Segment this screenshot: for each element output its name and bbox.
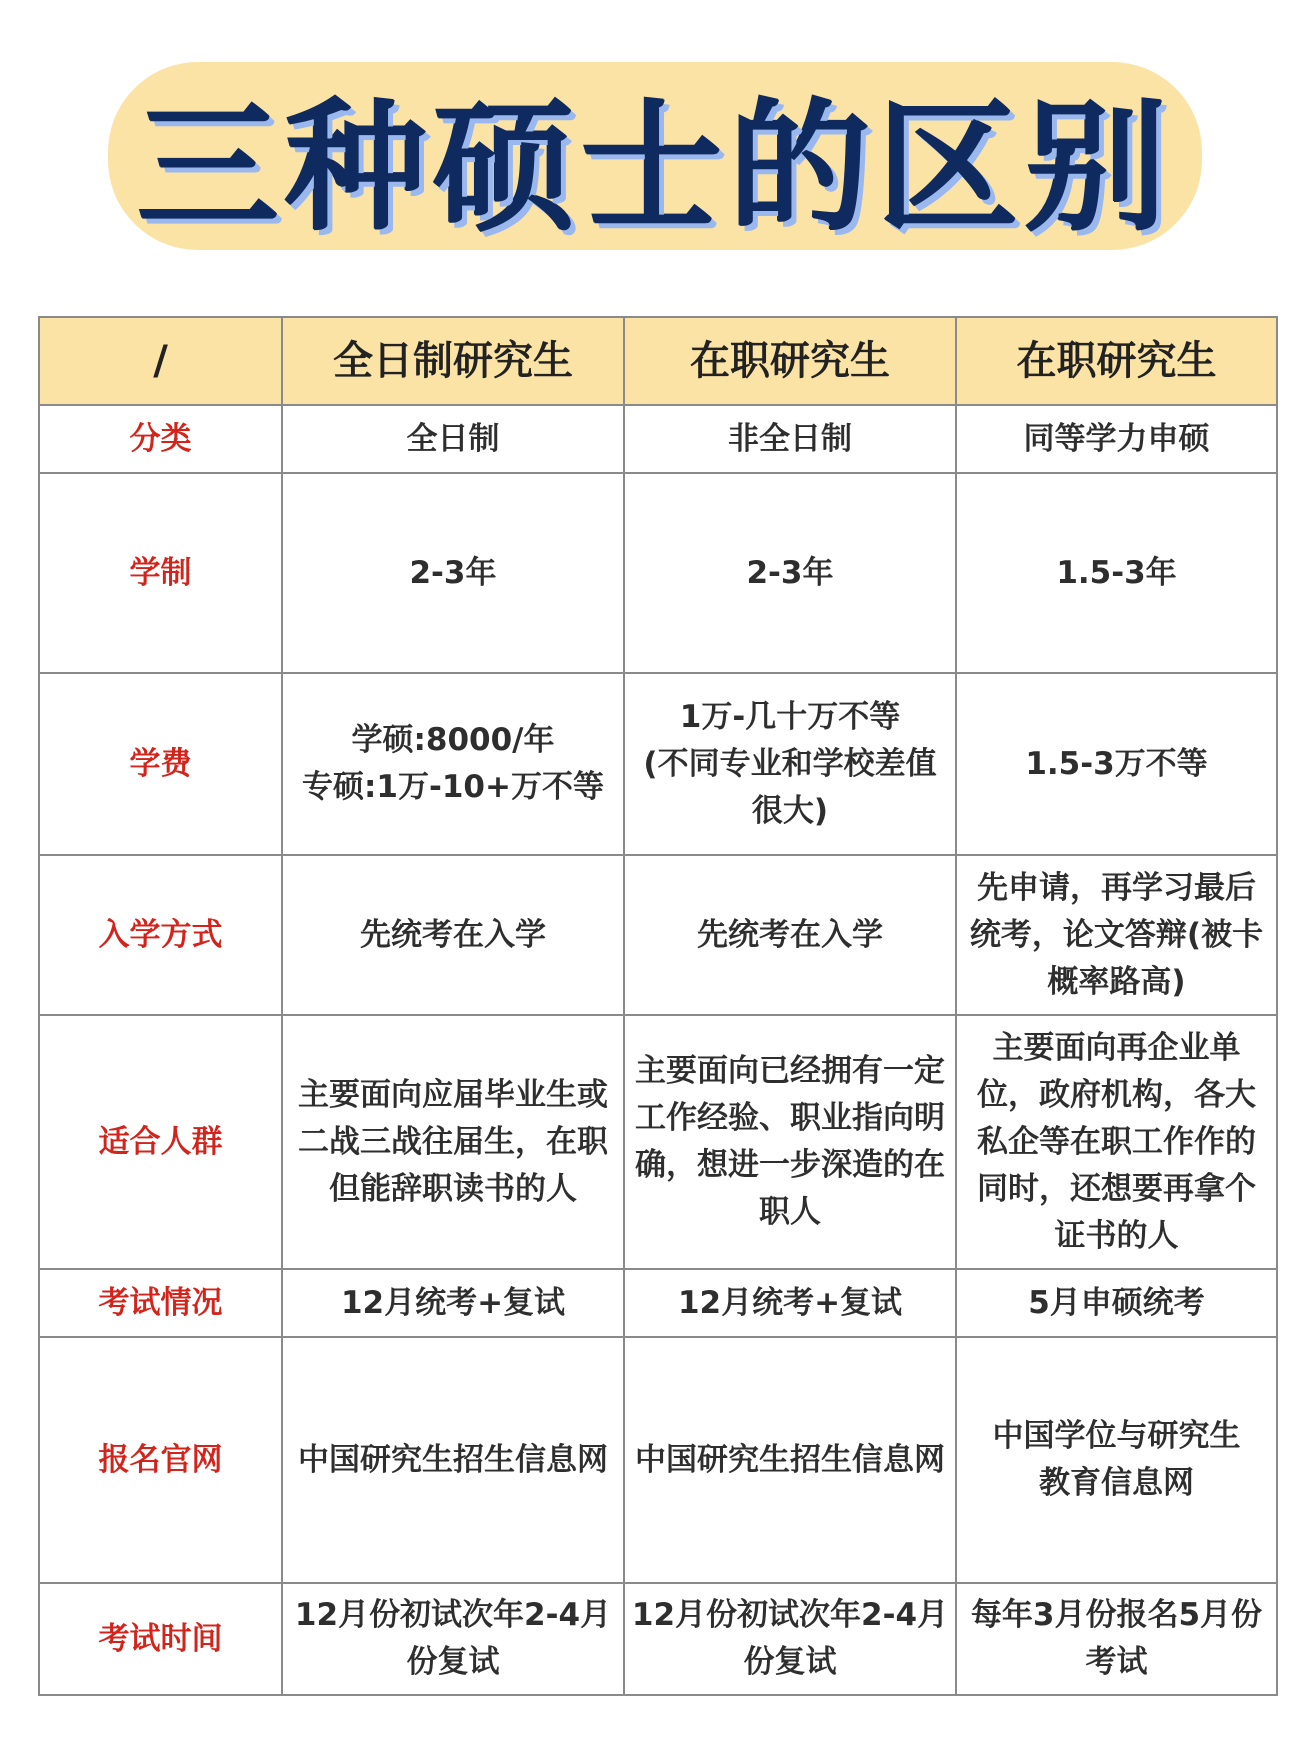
cell-text-line: 同时，还想要再拿个 [977,1170,1256,1207]
row-label: 学制 [39,473,282,673]
cell-text-line: 1.5-3年 [1056,554,1177,591]
cell-text-line: 全日制 [406,420,500,457]
table-row-admission [39,855,1277,1015]
cell-text-line: (不同专业和学校差值 [643,745,937,782]
cell-text-line: 先统考在入学 [360,916,546,953]
table-row-tuition [39,673,1277,855]
cell-text-line: 概率路高) [1047,963,1186,1000]
row-label: 适合人群 [39,1015,282,1269]
table-cell [956,1337,1277,1583]
cell-text-line: 主要面向已经拥有一定 [635,1053,945,1089]
table-cell [624,473,956,673]
cell-text-line: 2-3年 [746,554,834,591]
table-cell [282,1583,624,1695]
table-row-exam-status [39,1269,1277,1337]
table-cell [956,405,1277,473]
cell-text-line: 很大) [751,792,829,829]
table-cell [624,1337,956,1583]
cell-text-line: 统考，论文答辩(被卡 [969,916,1264,953]
table-cell [956,473,1277,673]
table-cell [956,1015,1277,1269]
table-cell [624,855,956,1015]
cell-text-line: 主要面向再企业单 [992,1029,1241,1066]
header-row [39,317,1277,405]
cell-text-line: 中国研究生招生信息网 [298,1441,608,1478]
table-cell [282,855,624,1015]
table-row-duration [39,473,1277,673]
cell-text-line: 12月统考+复试 [340,1284,566,1321]
table-cell [282,405,624,473]
table-cell [282,1337,624,1583]
cell-text-line: 主要面向应届毕业生或 [298,1076,608,1113]
cell-text-line: 12月统考+复试 [677,1284,903,1321]
page-title: 三种硕士的区别 [137,86,1173,251]
cell-text-line: 12月份初试次年2-4月 [294,1597,612,1633]
row-label: 学费 [39,673,282,855]
cell-text-line: 教育信息网 [1039,1465,1194,1501]
cell-text-line: 5月申硕统考 [1028,1284,1205,1321]
cell-text-line: 中国研究生招生信息网 [635,1441,945,1478]
table-cell [282,1015,624,1269]
cell-text-line: 证书的人 [1054,1217,1179,1254]
header-cell-equivalent: 在职研究生 [956,317,1277,405]
table-row-audience [39,1015,1277,1269]
cell-text-line: 但能辞职读书的人 [329,1170,577,1207]
header-cell-parttime: 在职研究生 [624,317,956,405]
table-cell [624,673,956,855]
table-cell [624,1583,956,1695]
cell-text-line: 2-3年 [409,554,497,591]
row-label: 考试时间 [39,1583,282,1695]
cell-text-line: 中国学位与研究生 [992,1418,1241,1454]
cell-text-line: 职人 [759,1194,821,1230]
cell-text-line: 专硕:1万-10+万不等 [302,769,604,805]
row-label: 报名官网 [39,1337,282,1583]
cell-text-line: 1.5-3万不等 [1025,745,1208,782]
table-row-registration-site [39,1337,1277,1583]
header-cell-corner: / [39,317,282,405]
cell-text-line: 二战三战往届生，在职 [298,1123,608,1160]
cell-text-line: 考试 [1085,1644,1148,1680]
table-cell [624,405,956,473]
cell-text-line: 私企等在职工作作的 [977,1123,1256,1160]
table-cell [956,1269,1277,1337]
table-cell [956,1583,1277,1695]
cell-text-line: 工作经验、职业指向明 [635,1100,945,1136]
cell-text-line: 先统考在入学 [697,916,883,953]
cell-text-line: 非全日制 [728,420,852,457]
cell-text-line: 12月份初试次年2-4月 [631,1597,949,1633]
table-cell [282,1269,624,1337]
row-label: 分类 [39,405,282,473]
table-cell [956,673,1277,855]
table-row-category [39,405,1277,473]
table-cell [282,473,624,673]
cell-text-line: 每年3月份报名5月份 [970,1597,1263,1633]
cell-text-line: 先申请，再学习最后 [977,869,1256,906]
table-cell [624,1269,956,1337]
cell-text-line: 位，政府机构，各大 [977,1076,1256,1113]
header-cell-fulltime: 全日制研究生 [282,317,624,405]
cell-text-line: 份复试 [743,1644,837,1680]
comparison-table [38,316,1278,1696]
table-row-exam-time [39,1583,1277,1695]
cell-text-line: 学硕:8000/年 [351,722,555,758]
row-label: 考试情况 [39,1269,282,1337]
cell-text-line: 确，想进一步深造的在 [635,1147,945,1183]
cell-text-line: 同等学力申硕 [1023,420,1210,457]
cell-text-line: 1万-几十万不等 [679,698,901,735]
table-cell [956,855,1277,1015]
row-label: 入学方式 [39,855,282,1015]
table-cell [624,1015,956,1269]
table-cell [282,673,624,855]
cell-text-line: 份复试 [406,1644,500,1680]
